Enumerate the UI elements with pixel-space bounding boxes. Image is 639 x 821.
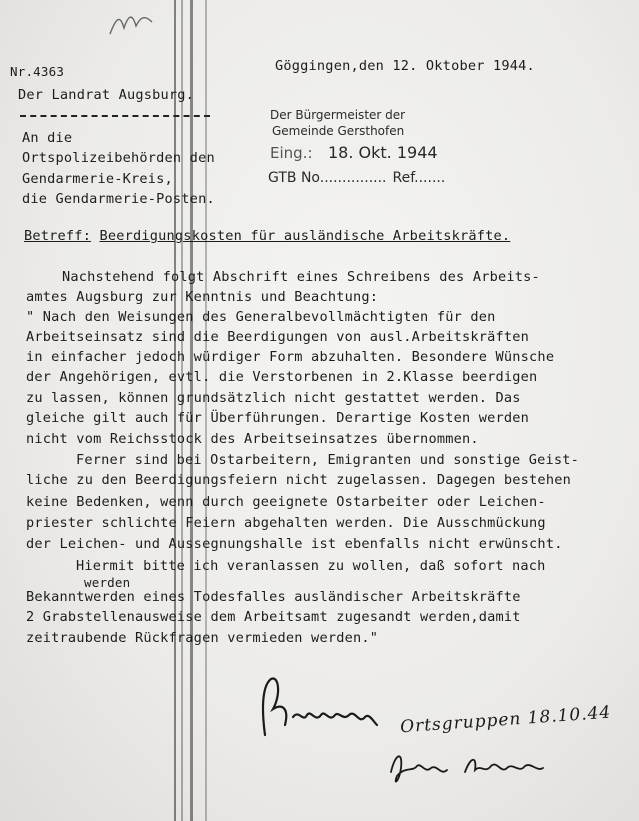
- body-line: in einfacher jedoch würdiger Form abzuhalten. Besondere Wünsche: [26, 349, 555, 365]
- body-line: amtes Augsburg zur Kenntnis und Beachtung:: [26, 289, 379, 305]
- stamp-eing-label: Eing.:: [270, 144, 313, 162]
- recipient-line: die Gendarmerie-Posten.: [22, 191, 215, 207]
- body-line: Bekanntwerden eines Todesfalles ausländischer Arbeitskräfte: [26, 589, 521, 605]
- recipient-line: Ortspolizeibehörden den: [22, 150, 215, 166]
- sender-line: Der Landrat Augsburg.: [18, 87, 195, 103]
- body-line: zeitraubende Rückfragen vermieden werden.": [26, 630, 379, 646]
- body-line: Nachstehend folgt Abschrift eines Schreibens des Arbeits-: [62, 269, 540, 285]
- body-line: Hiermit bitte ich veranlassen zu wollen, daß sofort nach: [76, 558, 546, 574]
- handwritten-signature-2: [385, 742, 555, 792]
- body-line: " Nach den Weisungen des Generalbevollmächtigten für den: [26, 309, 496, 325]
- body-line: liche zu den Beerdigungsfeiern nicht zugelassen. Dagegen bestehen: [26, 472, 571, 488]
- subject-text: Beerdigungskosten für ausländische Arbeitskräfte.: [99, 228, 511, 244]
- body-line: priester schlichte Feiern abgehalten werden. Die Ausschmückung: [26, 515, 546, 531]
- corner-pencil-mark: [108, 8, 158, 38]
- stamp-gtb-label: GTB No.: [268, 170, 325, 186]
- stamp-line: Der Bürgermeister der: [270, 108, 406, 122]
- stamp-date: 18. Okt. 1944: [328, 143, 438, 162]
- stamp-gtb-dots: ..............: [324, 170, 387, 186]
- handwritten-signature: [255, 665, 385, 755]
- body-line: keine Bedenken, wenn durch geeignete Ostarbeiter oder Leichen-: [26, 494, 546, 510]
- body-line: nicht vom Reichsstock des Arbeitseinsatzes übernommen.: [26, 431, 479, 447]
- body-line: der Leichen- und Aussegnungshalle ist ebenfalls nicht erwünscht.: [26, 536, 563, 552]
- subject-label: Betreff:: [24, 228, 92, 244]
- separator-line: [20, 115, 210, 117]
- reference-number: Nr.4363: [10, 64, 65, 79]
- stamp-ref-label: Ref.: [392, 170, 419, 186]
- body-line: der Angehörigen, evtl. die Verstorbenen in 2.Klasse beerdigen: [26, 369, 538, 385]
- subject-line: [24, 228, 510, 244]
- body-line: zu lassen, können grundsätzlich nicht gestattet werden. Das: [26, 390, 521, 406]
- body-line: 2 Grabstellenausweise dem Arbeitsamt zugesandt werden,damit: [26, 609, 521, 625]
- stamp-line: Gemeinde Gersthofen: [272, 124, 405, 138]
- place-date: Göggingen,den 12. Oktober 1944.: [275, 58, 535, 74]
- handwritten-insert: werden: [84, 575, 131, 590]
- recipient-line: An die: [22, 130, 73, 146]
- handwritten-annotation: Ortsgruppen 18.10.44: [399, 702, 612, 738]
- stamp-gtb: [268, 170, 445, 186]
- body-line: Arbeitseinsatz sind die Beerdigungen von ausl.Arbeitskräften: [26, 329, 530, 345]
- recipient-line: Gendarmerie-Kreis,: [22, 171, 173, 187]
- body-line: Ferner sind bei Ostarbeitern, Emigranten und sonstige Geist-: [76, 452, 580, 468]
- body-line: gleiche gilt auch für Überführungen. Derartige Kosten werden: [26, 410, 530, 426]
- stamp-ref-dots: ......: [418, 170, 446, 186]
